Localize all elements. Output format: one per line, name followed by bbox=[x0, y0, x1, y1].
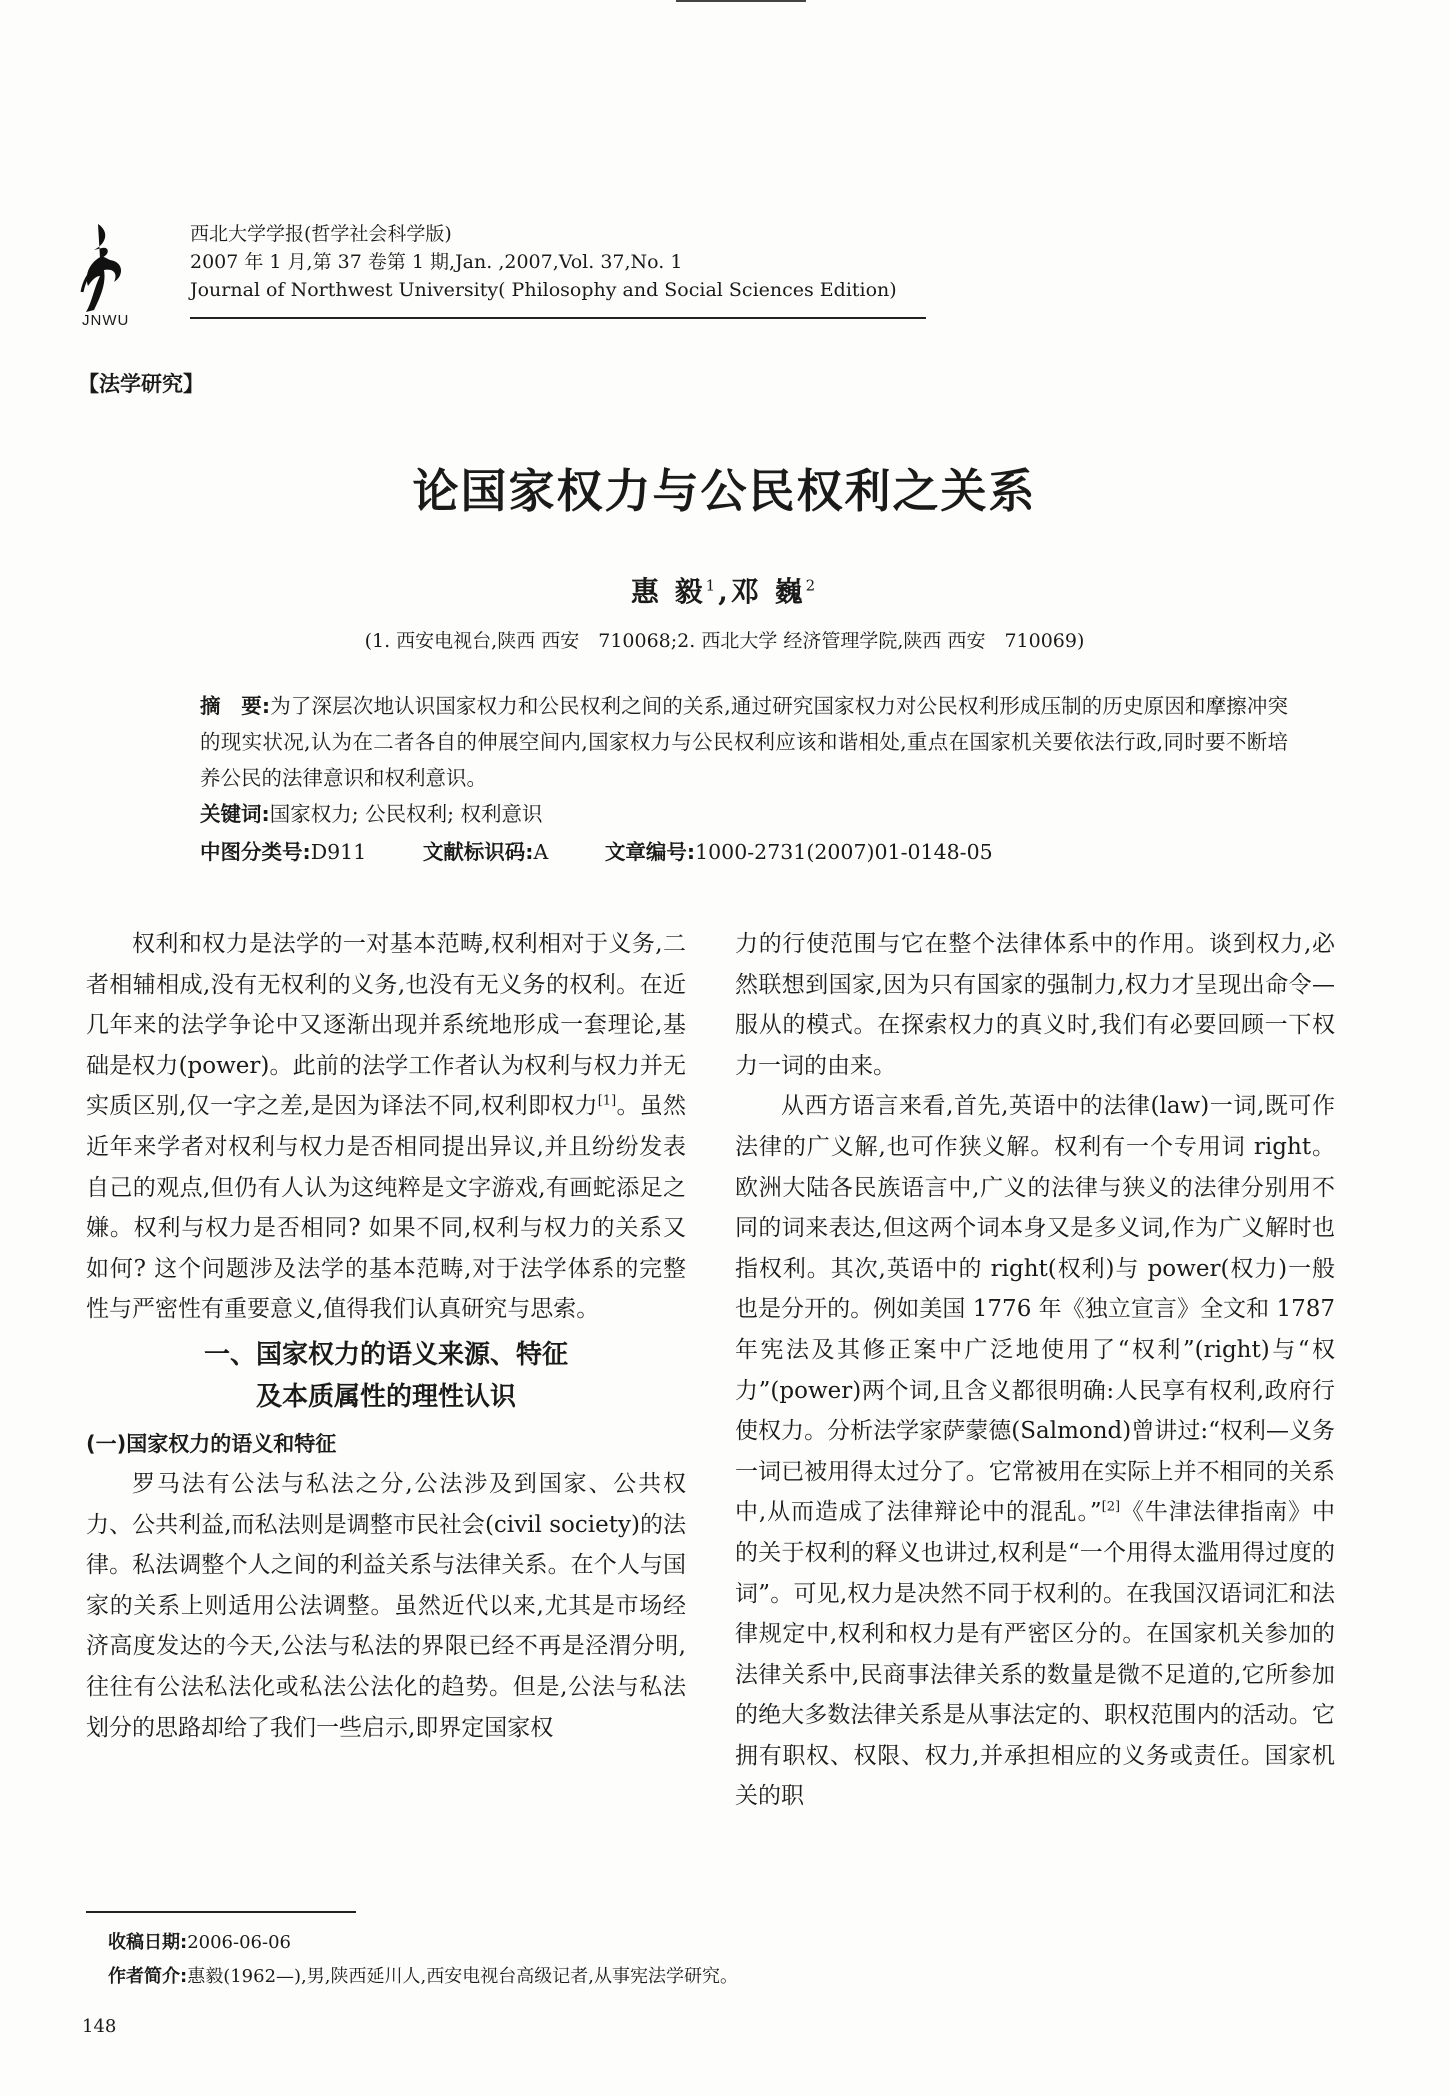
section-heading-line: 一、国家权力的语义来源、特征 bbox=[203, 1339, 568, 1370]
keywords-text: 国家权力; 公民权利; 权利意识 bbox=[269, 802, 543, 826]
author-bio-label: 作者简介: bbox=[108, 1966, 188, 1987]
affiliations: (1. 西安电视台,陕西 西安 710068;2. 西北大学 经济管理学院,陕西 西安 710069) bbox=[364, 630, 1085, 652]
paragraph-text: 。虽然近年来学者对权利与权力是否相同提出异议,并且纷纷发表自己的观点,但仍有人认为这纯粹是文字游戏,有画蛇添足之嫌。权利与权力是否相同? 如果不同,权利与权力的关系又如何? 这个问题涉及法学的基本范畴,对于法学体系的完整性与严密性有重要意义,值得我们认真研究与思索。 bbox=[86, 1093, 687, 1323]
body-right-column bbox=[735, 924, 1335, 1817]
abstract-text: 为了深层次地认识国家权力和公民权利之间的关系,通过研究国家权力对公民权利形成压制的历史原因和摩擦冲突的现实状况,认为在二者各自的伸展空间内,国家权力与公民权利应该和谐相处,重点在国家机关要依法行政,同时要不断培养公民的法律意识和权利意识。 bbox=[200, 694, 1289, 790]
keywords-label: 关键词: bbox=[200, 802, 270, 826]
paragraph-text: 《牛津法律指南》中的关于权利的释义也讲过,权利是“一个用得太滥用得过度的词”。可见,权力是决然不同于权利的。在我国汉语词汇和法律规定中,权利和权力是有严密区分的。在国家机关参加的法律关系中,民商事法律关系的数量是微不足道的,它所参加的绝大多数法律关系是从事法定的、职权范围内的活动。它拥有职权、权限、权力,并承担相应的义务或责任。国家机关的职 bbox=[735, 1499, 1335, 1810]
section-heading-line: 及本质属性的理性认识 bbox=[255, 1381, 516, 1412]
body-paragraph bbox=[86, 924, 686, 1330]
authors bbox=[0, 570, 1449, 610]
author-affil-mark: 2 bbox=[805, 576, 819, 595]
body-paragraph: 力的行使范围与它在整个法律体系中的作用。谈到权力,必然联想到国家,因为只有国家的强制力,权力才呈现出命令—服从的模式。在探索权力的真义时,我们有必要回顾一下权力一词的由来。 bbox=[735, 931, 1335, 1079]
paper-title: 论国家权力与公民权利之关系 bbox=[412, 464, 1037, 518]
subsection-heading: (一)国家权力的语义和特征 bbox=[86, 1431, 337, 1456]
received-date-value: 2006-06-06 bbox=[187, 1932, 291, 1953]
author-bio bbox=[108, 1962, 738, 1988]
top-edge-rule bbox=[676, 0, 806, 2]
clc-label: 中图分类号: bbox=[200, 840, 311, 864]
journal-name-cn: 西北大学学报(哲学社会科学版) bbox=[190, 223, 452, 245]
author-name: 惠 毅 bbox=[630, 575, 706, 608]
keywords bbox=[200, 796, 543, 832]
article-id bbox=[605, 840, 993, 864]
document-code bbox=[423, 840, 549, 864]
section-heading bbox=[86, 1334, 686, 1418]
journal-name-en: Journal of Northwest University( Philosophy and Social Sciences Edition) bbox=[190, 279, 897, 301]
body-paragraph: 罗马法有公法与私法之分,公法涉及到国家、公共权力、公共利益,而私法则是调整市民社会(civil society)的法律。私法调整个人之间的利益关系与法律关系。在个人与国家的关系上则适用公法调整。虽然近代以来,尤其是市场经济高度发达的今天,公法与私法的界限已经不再是泾渭分明,往往有公法私法化或私法公法化的趋势。但是,公法与私法划分的思路却给了我们一些启示,即界定国家权 bbox=[86, 1470, 686, 1741]
citation-ref: [1] bbox=[597, 1093, 617, 1109]
paragraph-text: 从西方语言来看,首先,英语中的法律(law)一词,既可作法律的广义解,也可作狭义解。权利有一个专用词 right。欧洲大陆各民族语言中,广义的法律与狭义的法律分别用不同的词来表达,但这两个词本身又是多义词,作为广义解时也指权利。其次,英语中的 right(权利)与 power(权力)一般也是分开的。例如美国 1776 年《独立宣言》全文和 1787 年宪法及其修正案中广泛地使用了“权利”(right)与“权力”(power)两个词,且含义都很明确:人民享有权利,政府行使权力。分析法学家萨蒙德(Salmond)曾讲过:“权利—义务一词已被用得太过分了。它常被用在实际上并不相同的关系中,从而造成了法律辩论中的混乱。” bbox=[735, 1093, 1335, 1526]
journal-header bbox=[190, 220, 897, 304]
author-affil-mark: 1 bbox=[705, 576, 719, 595]
journal-logo-text: JNWU bbox=[82, 312, 130, 329]
article-id-value: 1000-2731(2007)01-0148-05 bbox=[695, 840, 993, 864]
author-name: 邓 巍 bbox=[730, 575, 806, 608]
citation-ref: [2] bbox=[1101, 1499, 1121, 1515]
footnote-rule bbox=[86, 1911, 356, 1913]
page-number: 148 bbox=[82, 2016, 117, 2037]
section-tag: 【法学研究】 bbox=[78, 372, 204, 396]
author-separator: , bbox=[718, 575, 731, 608]
abstract-label: 摘 要: bbox=[200, 694, 271, 718]
body-left-column bbox=[86, 924, 686, 1748]
document-code-label: 文献标识码: bbox=[422, 840, 534, 864]
abstract bbox=[200, 688, 1288, 796]
article-id-label: 文章编号: bbox=[604, 840, 696, 864]
header-rule bbox=[190, 317, 926, 319]
journal-issue: 2007 年 1 月,第 37 卷第 1 期,Jan. ,2007,Vol. 37,No. 1 bbox=[190, 251, 683, 273]
document-code-value: A bbox=[533, 840, 549, 864]
received-date-label: 收稿日期: bbox=[108, 1932, 188, 1953]
classification-line bbox=[200, 834, 1300, 870]
clc-value: D911 bbox=[310, 840, 367, 864]
clc-number bbox=[200, 840, 366, 864]
paragraph-text: 权利和权力是法学的一对基本范畴,权利相对于义务,二者相辅相成,没有无权利的义务,也没有无义务的权利。在近几年来的法学争论中又逐渐出现并系统地形成一套理论,基础是权力(power)。此前的法学工作者认为权利与权力并无实质区别,仅一字之差,是因为译法不同,权利即权力 bbox=[86, 931, 686, 1120]
body-paragraph bbox=[735, 1086, 1335, 1817]
author-bio-text: 惠毅(1962—),男,陕西延川人,西安电视台高级记者,从事宪法学研究。 bbox=[187, 1966, 738, 1987]
received-date bbox=[108, 1928, 291, 1954]
